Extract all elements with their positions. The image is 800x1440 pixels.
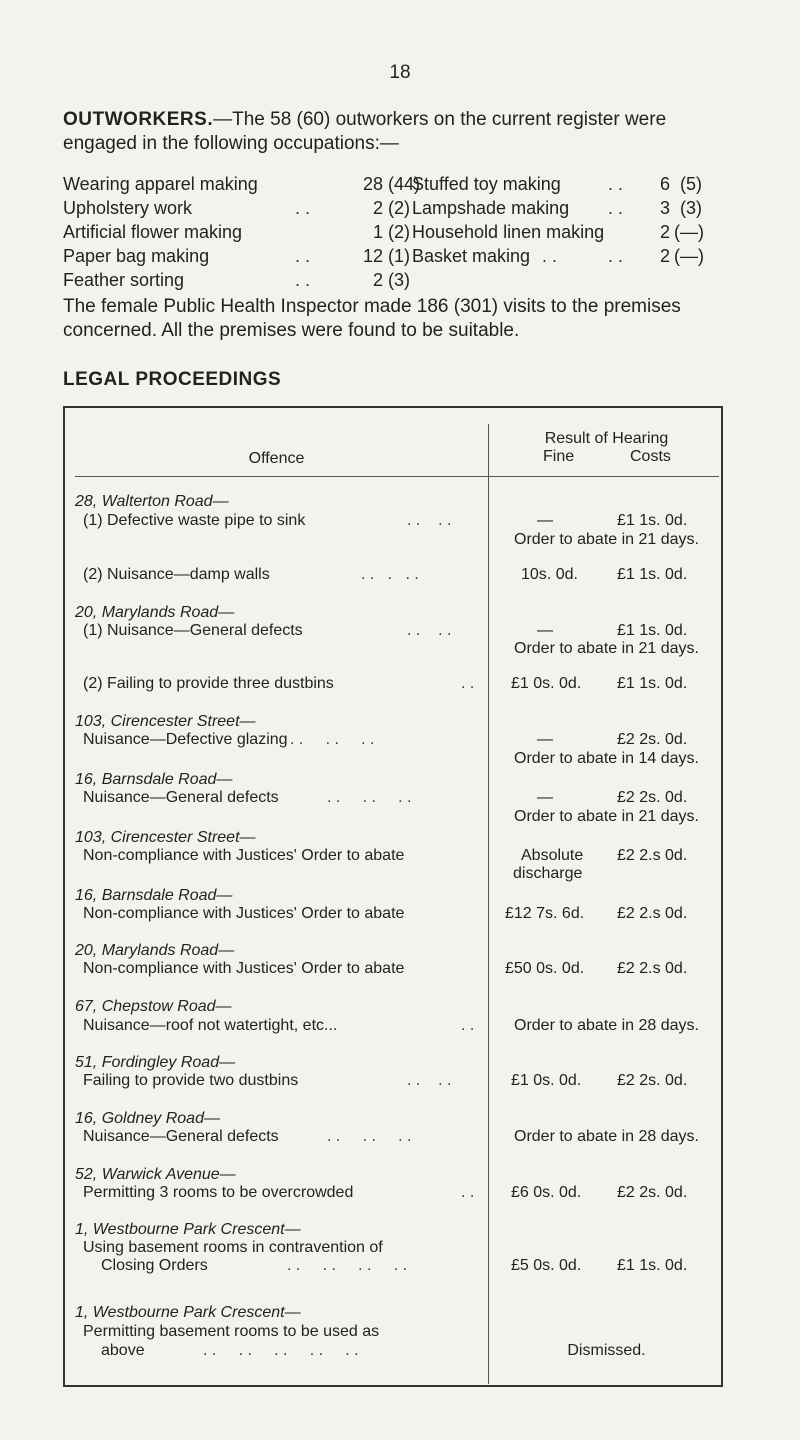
occupation-item: Artificial flower making 1 (2) — [63, 222, 410, 242]
fine-value: £1 0s. 0d. — [511, 1071, 582, 1089]
column-divider — [488, 424, 489, 1384]
fine-header: Fine — [543, 448, 575, 465]
offence-description: (2) Nuisance—damp walls — [83, 565, 270, 583]
occupation-item: Paper bag making . . 12 (1) — [63, 246, 410, 266]
header-rule — [75, 476, 719, 477]
costs-value: £1 1s. 0d. — [617, 565, 688, 583]
offence-description: Failing to provide two dustbins — [83, 1071, 299, 1089]
offence-description: Nuisance—General defects — [83, 1127, 279, 1145]
result-note: Order to abate in 21 days. — [514, 530, 699, 548]
occupation-item: Wearing apparel making 28 (44) — [63, 174, 421, 194]
fine-value: £12 7s. 6d. — [505, 905, 585, 923]
result-note: Dismissed. — [567, 1342, 646, 1359]
occupation-item: Lampshade making . . 3 (3) — [412, 198, 702, 218]
offence-address: 16, Goldney Road— — [75, 1109, 220, 1127]
costs-value: £2 2s. 0d. — [617, 1183, 688, 1201]
fine-value-continued: discharge — [513, 865, 583, 883]
costs-value: £2 2s. 0d. — [617, 1071, 688, 1089]
fine-value: Absolute — [521, 847, 584, 865]
fine-value: — — [537, 731, 553, 749]
costs-value: £2 2s. 0d. — [617, 731, 688, 749]
result-note: Order to abate in 28 days. — [514, 1016, 699, 1034]
offence-address: 52, Warwick Avenue— — [75, 1165, 236, 1183]
result-note: Order to abate in 21 days. — [514, 640, 699, 658]
offence-header: Offence — [248, 450, 305, 467]
offence-address: 16, Barnsdale Road— — [75, 887, 233, 905]
offence-description-continued: above — [101, 1342, 145, 1359]
legal-proceedings-table: Offence Result of Hearing Fine Costs 28, Walterton Road— (1) Defective waste pipe to sink . . . . — £1 1s. 0d. Order to abate in 21 days. (2) Nuisance—damp walls . . . . . 10s. 0d. £1 1s. 0d. 20, Marylands Road— (1) Nuisance—General defects . . . . — £1 1s. 0d. Order to abate in 21 days. (2) Failing to provide three dustbins . . £1 0s. 0d. £1 1s. 0d. 103, Cirencester Street— Nuisance—Defective glazing . . . . . . — £2 2s. 0d. Order to abate in 14 days. 16, Barnsdale Road— Nuisance—General defects . . . . . . — £2 2s. 0d. Order to abate in 21 days. 103, Cirencester Street— Non-compliance with Justices' Order to abate Absolute discharge £2 2.s 0d. 16, Barnsdale Road— Non-compliance with Justices' Order to abate £12 7s. 6d. £2 2.s 0d. 20, Marylands Road— Non-compliance with Justices' Order to abate £50 0s. 0d. £2 2.s 0d. 67, Chepstow Road— Nuisance—roof not watertight, etc... . . Order to abate in 28 days. 51, Fordingley Road— Failing to provide two dustbins . . . . £1 0s. 0d. £2 2s. 0d. 16, Goldney Road— Nuisance—General defects . . . . . . Order to abate in 28 days. 52, Warwick Avenue— Permitting 3 rooms to be overcrowded . . £6 0s. 0d. £2 2s. 0d. 1, Westbourne Park Crescent— Using basement rooms in contravention of Closing Orders . . . . . . . . £5 0s. 0d. £1 1s. 0d. 1, Westbourne Park Crescent— Permitting basement rooms to be used as above . . . . . . . . . . Dismissed. — [63, 406, 723, 1387]
costs-value: £1 1s. 0d. — [617, 1257, 688, 1275]
fine-value: 10s. 0d. — [521, 565, 578, 583]
outworkers-intro — [63, 108, 733, 156]
fine-value: — — [537, 512, 553, 530]
fine-value: £1 0s. 0d. — [511, 675, 582, 693]
offence-description-continued: Closing Orders — [101, 1257, 208, 1275]
offence-address: 103, Cirencester Street— — [75, 713, 256, 731]
offence-address: 20, Marylands Road— — [75, 603, 235, 621]
occupation-item: Stuffed toy making . . 6 (5) — [412, 174, 702, 194]
offence-description: Non-compliance with Justices' Order to abate — [83, 960, 405, 978]
leader-dots: . . . . . . . . . . — [203, 1342, 359, 1359]
outworkers-text: —The 58 (60) outworkers on the current register were engaged in the following occupations:— — [63, 109, 667, 154]
occupation-item: Upholstery work . . 2 (2) — [63, 198, 410, 218]
fine-value: £5 0s. 0d. — [511, 1257, 582, 1275]
occupation-item: Feather sorting . . 2 (3) — [63, 270, 410, 290]
offence-description: Nuisance—Defective glazing — [83, 731, 288, 749]
inspector-paragraph: The female Public Health Inspector made 186 (301) visits to the premises concerned. All the premises were found to be suitable. — [63, 296, 681, 341]
result-header: Result of Hearing — [544, 430, 669, 447]
offence-description: Nuisance—roof not watertight, etc... — [83, 1016, 338, 1034]
offence-description: Non-compliance with Justices' Order to abate — [83, 847, 405, 865]
offence-address: 103, Cirencester Street— — [75, 829, 256, 847]
result-note: Order to abate in 28 days. — [514, 1127, 699, 1145]
result-note: Order to abate in 14 days. — [514, 749, 699, 767]
outworkers-heading: OUTWORKERS. — [63, 109, 214, 130]
costs-value: £1 1s. 0d. — [617, 512, 688, 530]
costs-value: £2 2.s 0d. — [617, 905, 688, 923]
costs-value: £2 2.s 0d. — [617, 847, 688, 865]
offence-description: Nuisance—General defects — [83, 789, 279, 807]
costs-header: Costs — [630, 448, 671, 465]
costs-value: £2 2.s 0d. — [617, 960, 688, 978]
costs-value: £2 2s. 0d. — [617, 789, 688, 807]
fine-value: — — [537, 621, 553, 639]
offence-address: 20, Marylands Road— — [75, 942, 235, 960]
fine-value: £50 0s. 0d. — [505, 960, 585, 978]
offence-description: Permitting 3 rooms to be overcrowded — [83, 1183, 354, 1201]
costs-value: £1 1s. 0d. — [617, 675, 688, 693]
legal-proceedings-heading: LEGAL PROCEEDINGS — [63, 369, 282, 390]
offence-description: (1) Nuisance—General defects — [83, 621, 303, 639]
offence-address: 51, Fordingley Road— — [75, 1053, 236, 1071]
occupation-item: Basket making . . . . 2 (—) — [412, 246, 704, 266]
offence-address: 16, Barnsdale Road— — [75, 771, 233, 789]
fine-value: — — [537, 789, 553, 807]
page-number: 18 — [389, 62, 411, 83]
fine-value: £6 0s. 0d. — [511, 1183, 582, 1201]
costs-value: £1 1s. 0d. — [617, 621, 688, 639]
offence-address: 67, Chepstow Road— — [75, 998, 232, 1016]
offence-description: Permitting basement rooms to be used as — [83, 1323, 380, 1340]
offence-description: (1) Defective waste pipe to sink — [83, 512, 306, 530]
offence-description: Non-compliance with Justices' Order to abate — [83, 905, 405, 923]
offence-description: (2) Failing to provide three dustbins — [83, 675, 334, 693]
offence-address: 1, Westbourne Park Crescent— — [75, 1304, 301, 1321]
offence-address: 28, Walterton Road— — [75, 492, 229, 510]
occupation-item: Household linen making 2 (—) — [412, 222, 704, 242]
offence-description: Using basement rooms in contravention of — [83, 1239, 383, 1257]
offence-address: 1, Westbourne Park Crescent— — [75, 1221, 301, 1239]
result-note: Order to abate in 21 days. — [514, 807, 699, 825]
